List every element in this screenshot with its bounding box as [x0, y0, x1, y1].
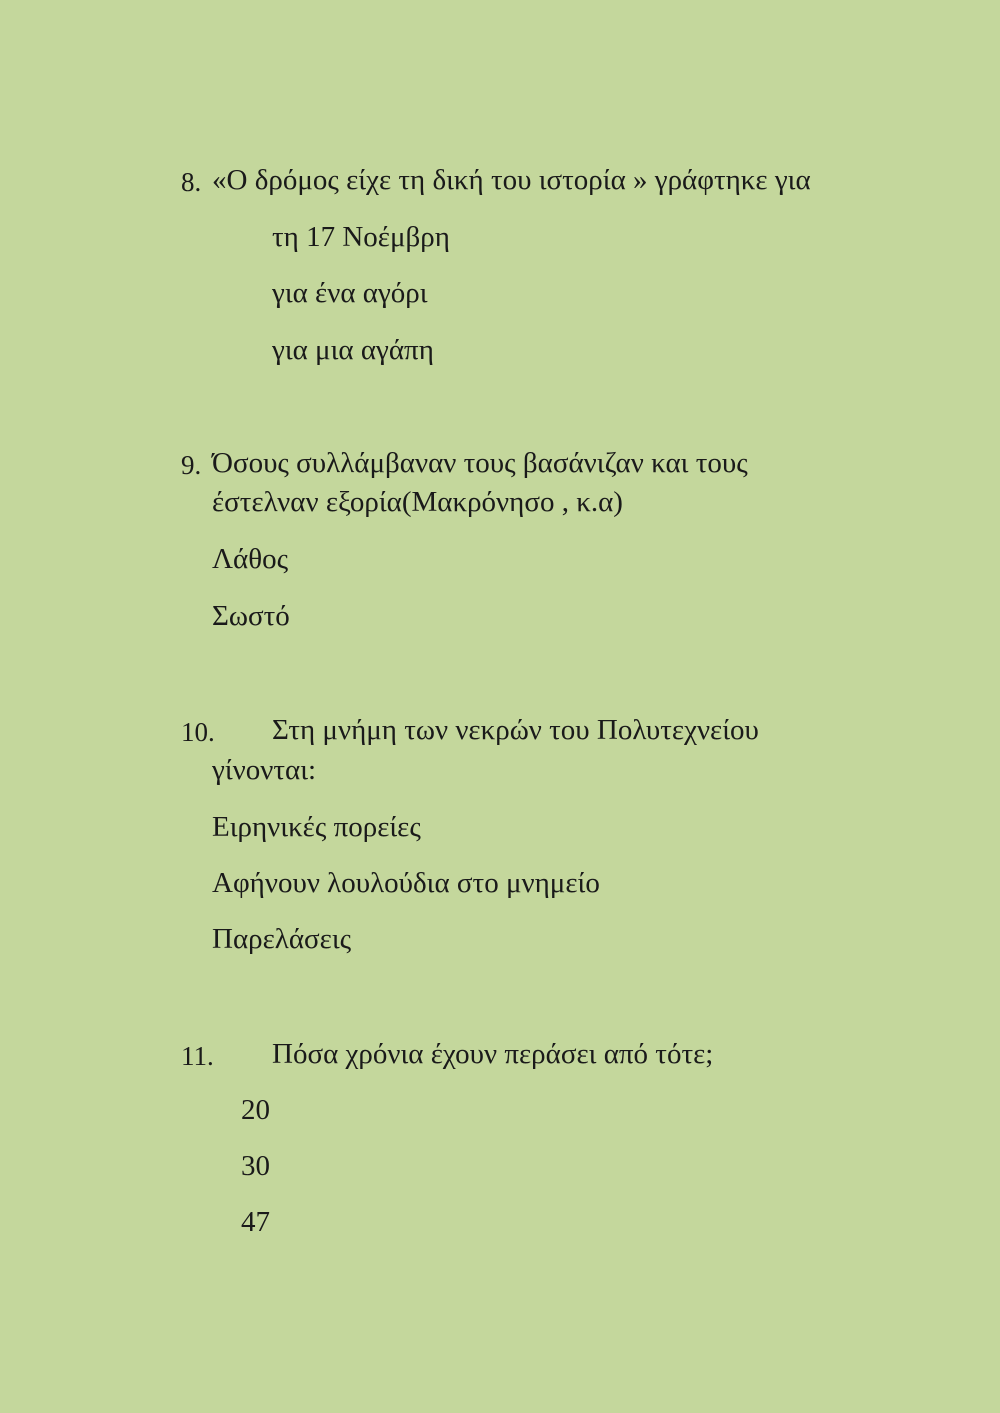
question-text: Όσους συλλάμβαναν τους βασάνιζαν και τους: [212, 447, 748, 479]
answer-option[interactable]: Παρελάσεις: [212, 923, 352, 955]
answer-option[interactable]: 30: [241, 1150, 270, 1182]
question-text: «Ο δρόμος είχε τη δική του ιστορία » γράφτηκε για: [212, 164, 811, 196]
question-number: 11.: [181, 1041, 214, 1071]
question-text: γίνονται:: [212, 754, 317, 786]
answer-option[interactable]: Σωστό: [212, 600, 290, 632]
question-text: Στη μνήμη των νεκρών του Πολυτεχνείου: [272, 714, 759, 746]
answer-option[interactable]: Ειρηνικές πορείες: [212, 811, 421, 843]
answer-option[interactable]: 47: [241, 1206, 270, 1238]
answer-option[interactable]: Λάθος: [212, 543, 289, 575]
question-number: 9.: [181, 450, 202, 480]
question-text: Πόσα χρόνια έχουν περάσει από τότε;: [272, 1038, 714, 1070]
answer-option[interactable]: 20: [241, 1094, 270, 1126]
answer-option[interactable]: για ένα αγόρι: [272, 277, 428, 309]
answer-option[interactable]: Αφήνουν λουλούδια στο μνημείο: [212, 867, 600, 899]
answer-option[interactable]: τη 17 Νοέμβρη: [272, 221, 450, 253]
answer-option[interactable]: για μια αγάπη: [272, 334, 434, 366]
question-number: 10.: [181, 717, 215, 747]
question-text: έστελναν εξορία(Μακρόνησο , κ.α): [212, 486, 623, 518]
question-number: 8.: [181, 167, 202, 197]
